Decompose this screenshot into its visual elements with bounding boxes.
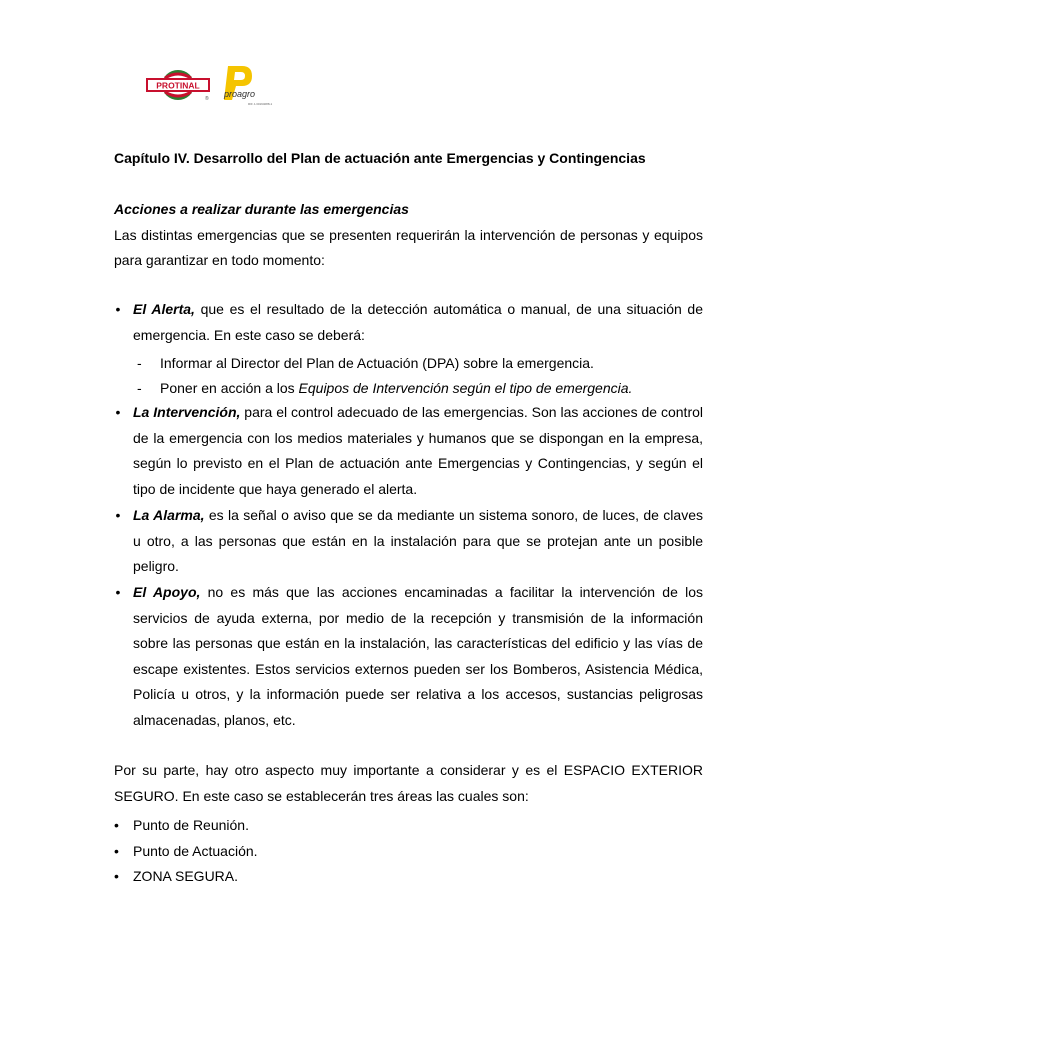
intro-paragraph: Las distintas emergencias que se presenten requerirán la intervención de personas y equipos para garantizar en todo momento: [114,227,703,268]
outro-paragraph: Por su parte, hay otro aspecto muy importante a considerar y es el ESPACIO EXTERIOR SEGURO. En este caso se establecerán tres áreas las cuales son: [114,762,703,804]
area-item [114,813,249,838]
bullet-text: es la señal o aviso que se da mediante un sistema sonoro, de luces, de claves u otro, a las personas que están en la instalación para que se protejan ante un posible peligro. [133,507,703,574]
bullet-lead: La Alarma, [133,507,205,523]
bullet-icon: • [114,843,119,859]
sub-item-poner [137,376,632,401]
protinal-logo [146,68,210,102]
bullet-icon: • [115,404,121,420]
area-label: ZONA SEGURA. [133,868,239,884]
sub-item-text: Poner en acción a los [160,380,299,396]
bullet-text: que es el resultado de la detección automática o manual, de una situación de emergencia. En este caso se deberá: [133,301,703,343]
bullet-lead: La Intervención, [133,404,241,420]
bullet-icon: • [114,817,119,833]
sub-item-informar [137,351,594,376]
bullet-lead: El Alerta, [133,301,195,317]
area-item [114,839,258,864]
sub-item-italic: Equipos de Intervención según el tipo de emergencia. [298,380,633,396]
bullet-text: no es más que las acciones encaminadas a facilitar la intervención de los servicios de ayuda externa, por medio de la recepción y transmisión de la información sobre las personas que están en la instalación, las características del edificio y las vías de escape existentes. Estos servicios externos pueden ser los Bomberos, Asistencia Médica, Policía u otros, y la información puede ser relativa a los accesos, sustancias peligrosas almacenadas, planos, etc. [133,584,703,728]
section-title: Acciones a realizar durante las emergencias [114,201,409,217]
dash-icon: - [137,380,142,396]
bullet-icon: • [115,584,121,600]
area-item [114,864,238,889]
svg-text:PROTINAL: PROTINAL [156,80,200,91]
svg-text:proagro: proagro [224,89,256,99]
proagro-logo [222,64,282,108]
dash-icon: - [137,355,142,371]
bullet-icon: • [115,507,121,523]
bullet-text: para el control adecuado de las emergencias. Son las acciones de control de la emergencia con los medios materiales y humanos que se dispongan en la empresa, según lo previsto en el Plan de actuación ante Emergencias y Contingencias, y según el tipo de incidente que haya generado el alerta. [133,404,704,497]
bullet-icon: • [115,301,121,317]
svg-text:RIF J-30194088-1: RIF J-30194088-1 [248,102,273,106]
bullet-intervencion [114,400,703,502]
bullet-apoyo [114,580,703,733]
bullet-alerta [114,297,703,348]
chapter-title: Capítulo IV. Desarrollo del Plan de actuación ante Emergencias y Contingencias [114,150,646,166]
bullet-lead: El Apoyo, [133,584,201,600]
bullet-icon: • [114,868,119,884]
area-label: Punto de Reunión. [133,817,249,833]
area-label: Punto de Actuación. [133,843,258,859]
bullet-alarma [114,503,703,580]
sub-item-text: Informar al Director del Plan de Actuación (DPA) sobre la emergencia. [160,355,594,371]
svg-text:®: ® [205,96,209,102]
